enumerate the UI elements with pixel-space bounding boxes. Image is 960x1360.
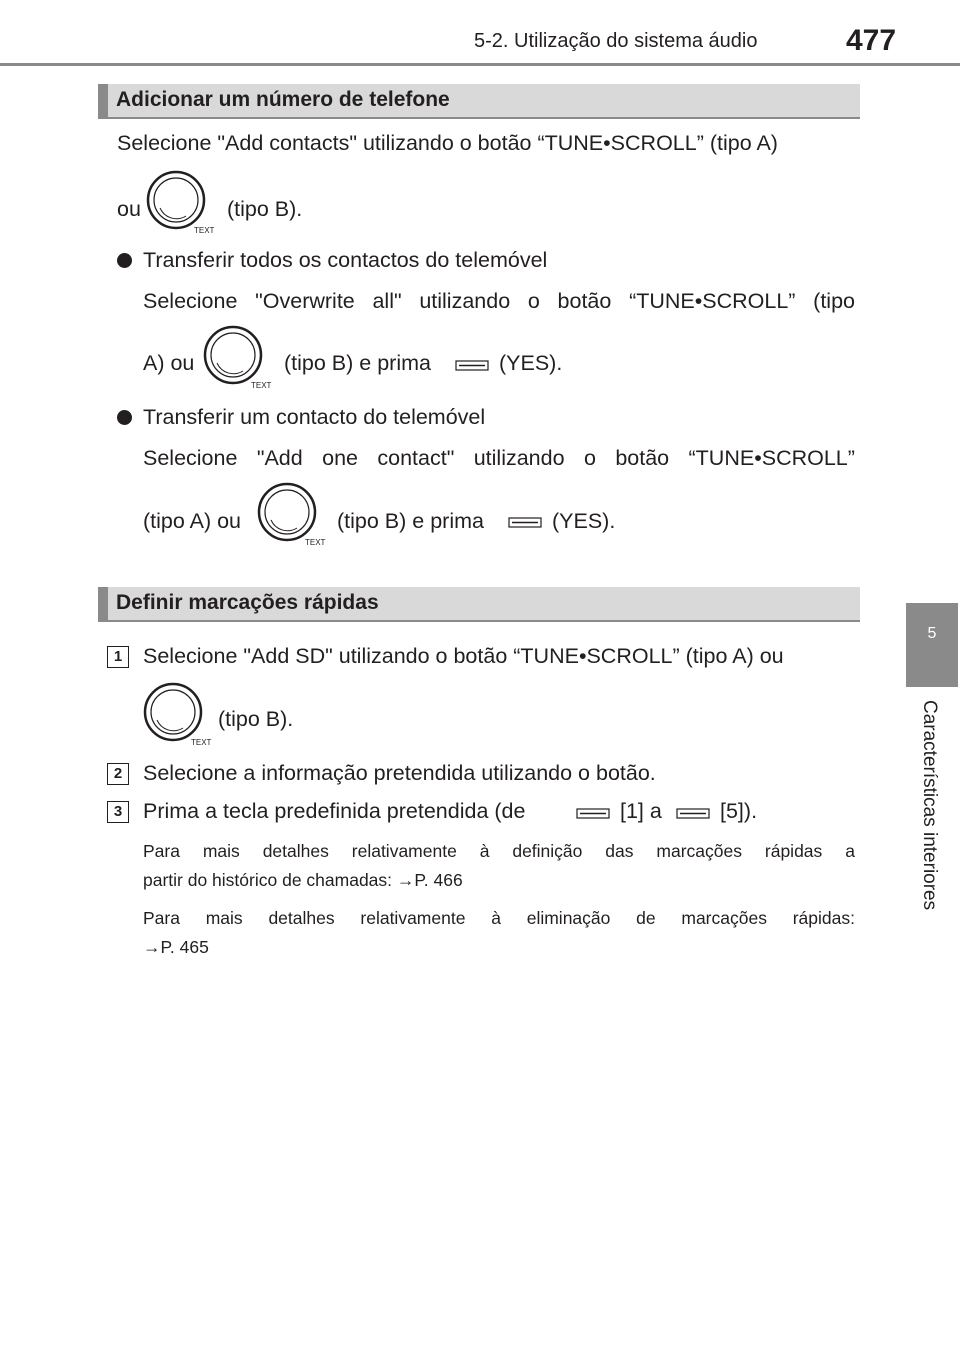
note2-line2: →P. 465	[143, 937, 209, 957]
word: relativamente	[351, 841, 457, 861]
note2-line1	[143, 908, 855, 929]
knob-caption: TEXT	[191, 738, 212, 747]
note1-line2: partir do histórico de chamadas: →P. 466	[143, 870, 463, 890]
preset-button-icon	[676, 808, 710, 819]
word: utilizando	[419, 289, 511, 313]
word: "Overwrite	[255, 289, 355, 313]
word: botão	[615, 446, 670, 470]
word: all"	[372, 289, 402, 313]
word: Para	[143, 908, 180, 928]
step3-text-b: [1] a	[620, 799, 662, 823]
word: (tipo	[813, 289, 855, 313]
intro-text-line1: Selecione "Add contacts" utilizando o botão “TUNE•SCROLL” (tipo A)	[117, 131, 778, 155]
preset-button-icon	[455, 360, 489, 371]
word: das	[605, 841, 634, 861]
bullet1-line1	[143, 289, 855, 314]
word: Para	[143, 841, 180, 861]
tune-scroll-knob-icon	[146, 170, 216, 240]
bullet2-line2-a: (tipo A) ou	[143, 509, 241, 533]
word: definição	[512, 841, 583, 861]
word: o	[583, 446, 596, 470]
section-heading-text: Definir marcações rápidas	[116, 591, 379, 614]
word: mais	[205, 908, 243, 928]
step-number-box: 3	[107, 801, 129, 823]
bullet2-line1	[143, 446, 855, 471]
step1-line1: Selecione "Add SD" utilizando o botão “TUNE•SCROLL” (tipo A) ou	[143, 644, 784, 668]
tune-scroll-knob-icon	[203, 325, 273, 395]
word: Selecione	[143, 446, 238, 470]
word: "Add	[256, 446, 303, 470]
bullet-icon	[117, 253, 132, 268]
step3-text-a: Prima a tecla predefinida pretendida (de	[143, 799, 526, 823]
word: botão	[557, 289, 612, 313]
section-heading-text: Adicionar um número de telefone	[116, 88, 450, 111]
chapter-tab-label: Características interiores	[919, 700, 940, 911]
bullet1-title: Transferir todos os contactos do telemóvel	[143, 248, 548, 272]
bullet1-line2-c: (YES).	[499, 351, 563, 375]
word: “TUNE•SCROLL”	[688, 446, 855, 470]
word: Selecione	[143, 289, 238, 313]
step2-text: Selecione a informação pretendida utilizando o botão.	[143, 761, 656, 785]
step-number-box: 2	[107, 763, 129, 785]
note1-line1	[143, 841, 855, 862]
preset-button-icon	[508, 517, 542, 528]
knob-caption: TEXT	[194, 226, 215, 235]
intro-text-tipo-b: (tipo B).	[227, 197, 303, 221]
word: marcações	[681, 908, 767, 928]
word: mais	[202, 841, 240, 861]
word: “TUNE•SCROLL”	[629, 289, 796, 313]
section-heading-add-number	[98, 84, 860, 119]
tune-scroll-knob-icon	[257, 482, 327, 552]
word: one	[322, 446, 358, 470]
word: rápidas:	[792, 908, 855, 928]
chapter-tab	[906, 603, 958, 687]
bullet-icon	[117, 410, 132, 425]
bullet2-title: Transferir um contacto do telemóvel	[143, 405, 486, 429]
word: o	[527, 289, 540, 313]
step1-line2: (tipo B).	[218, 707, 294, 731]
word: contact"	[377, 446, 455, 470]
word: marcações	[656, 841, 742, 861]
word: relativamente	[360, 908, 466, 928]
bullet2-line2-c: (YES).	[552, 509, 616, 533]
word: de	[636, 908, 656, 928]
page-number: 477	[846, 24, 897, 57]
preset-button-icon	[576, 808, 610, 819]
word: detalhes	[268, 908, 335, 928]
step3-text-c: [5]).	[720, 799, 758, 823]
word: detalhes	[262, 841, 329, 861]
knob-caption: TEXT	[251, 381, 272, 390]
word: rápidas	[764, 841, 823, 861]
running-header-section: 5-2. Utilização do sistema áudio	[474, 30, 758, 52]
word: eliminação	[526, 908, 611, 928]
header-divider	[0, 63, 960, 66]
bullet1-line2-b: (tipo B) e prima	[284, 351, 431, 375]
tune-scroll-knob-icon	[143, 682, 213, 752]
knob-caption: TEXT	[305, 538, 326, 547]
word: à	[479, 841, 490, 861]
word: à	[491, 908, 501, 928]
bullet1-line2-a: A) ou	[143, 351, 195, 375]
step-number-box: 1	[107, 646, 129, 668]
word: utilizando	[473, 446, 565, 470]
chapter-tab-number: 5	[927, 625, 937, 642]
section-heading-speed-dials	[98, 587, 860, 622]
word: a	[845, 841, 855, 861]
intro-text-ou: ou	[117, 197, 141, 221]
bullet2-line2-b: (tipo B) e prima	[337, 509, 484, 533]
